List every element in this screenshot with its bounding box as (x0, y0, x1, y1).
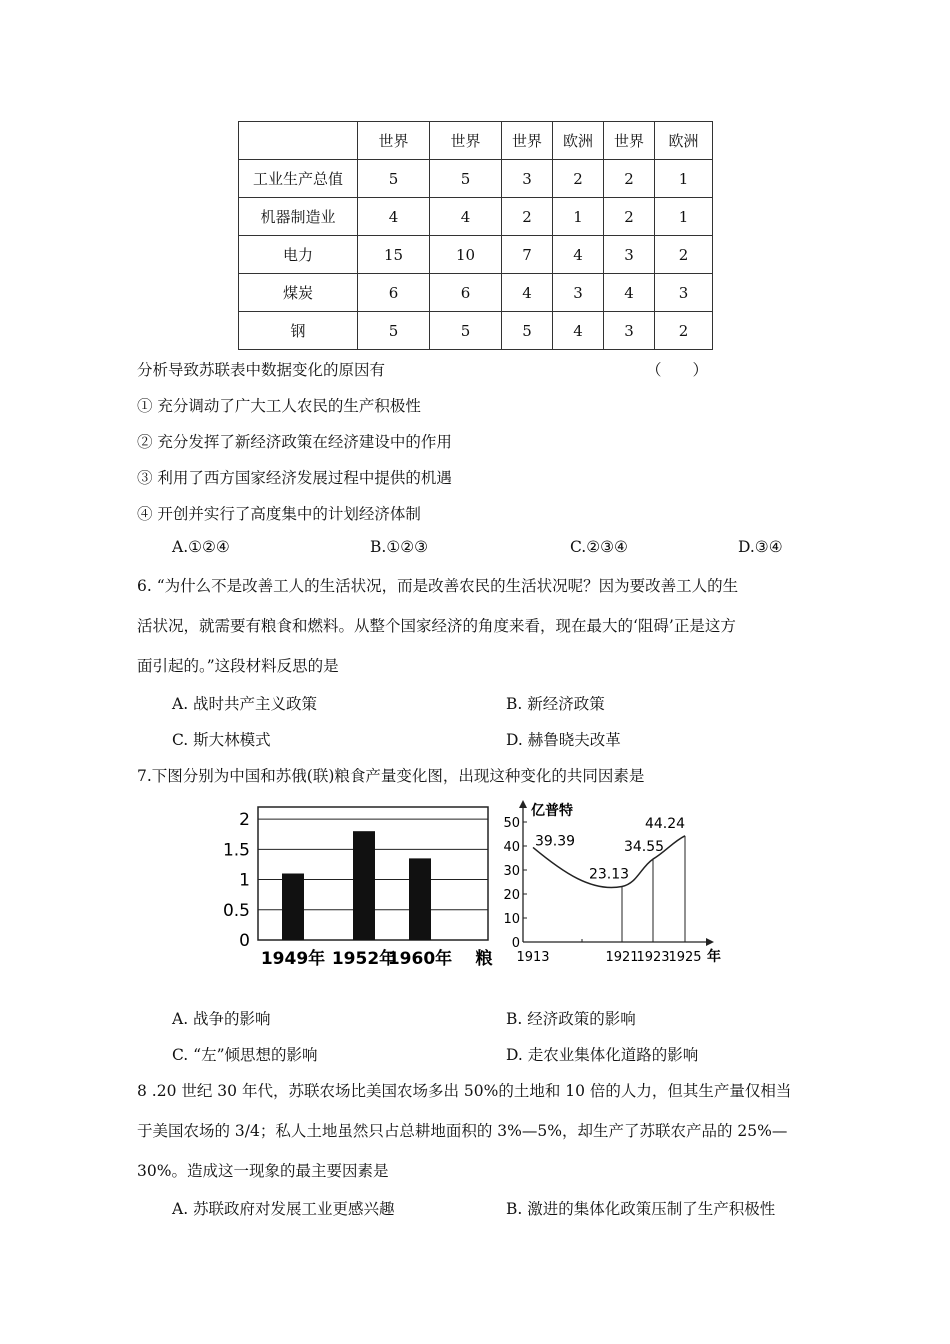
q5-stem: 分析导致苏联表中数据变化的原因有 (137, 361, 386, 379)
line-y-axis-label: 亿普特 (531, 803, 573, 819)
table-cell: 3 (604, 236, 655, 274)
line-data-label: 39.39 (534, 833, 576, 850)
table-row-label: 煤炭 (239, 274, 358, 312)
table-header-cell: 世界 (502, 122, 553, 160)
table-header-cell: 欧洲 (655, 122, 713, 160)
table-header-cell: 世界 (604, 122, 655, 160)
table-row-label: 机器制造业 (239, 198, 358, 236)
table-cell: 4 (430, 198, 502, 236)
line-x-tick-label: 1921 (605, 950, 639, 965)
table-cell: 2 (655, 312, 713, 350)
table-cell: 1 (655, 198, 713, 236)
table-cell: 5 (358, 160, 430, 198)
table-cell: 1 (553, 198, 604, 236)
q7-stem: 7.下图分别为中国和苏俄(联)粮食产量变化图，出现这种变化的共同因素是 (137, 767, 645, 785)
q5-item: ④ 开创并实行了高度集中的计划经济体制 (137, 505, 421, 523)
table-header-cell: 世界 (358, 122, 430, 160)
table-cell: 5 (430, 160, 502, 198)
line-x-tick-label: 1913 (516, 950, 550, 965)
table-header-row (239, 122, 713, 160)
table-cell: 3 (655, 274, 713, 312)
line-y-tick-label: 50 (503, 816, 520, 831)
table-row (239, 236, 713, 274)
q5-answer-bracket: （ ） (646, 361, 709, 379)
bar-y-tick-label: 0 (239, 931, 250, 951)
q5-item: ③ 利用了西方国家经济发展过程中提供的机遇 (137, 469, 452, 487)
bar-y-tick-label: 1.5 (222, 840, 250, 861)
line-y-tick-label: 0 (511, 936, 520, 951)
table-cell: 4 (553, 236, 604, 274)
q6-option-b[interactable]: B. 新经济政策 (506, 695, 605, 713)
q8-stem-line: 30%。造成这一现象的最主要因素是 (137, 1162, 389, 1180)
line-x-axis-label: 年 (707, 949, 721, 965)
table-header-cell (239, 122, 358, 160)
q5-item: ① 充分调动了广大工人农民的生产积极性 (137, 397, 421, 415)
table-cell: 5 (358, 312, 430, 350)
table-cell: 2 (553, 160, 604, 198)
bar-y-tick-label: 2 (239, 810, 250, 831)
table-row-label: 工业生产总值 (239, 160, 358, 198)
table-row-label: 电力 (239, 236, 358, 274)
table-row (239, 198, 713, 236)
line-x-tick-label: 1923 (636, 950, 670, 965)
line-data-label: 34.55 (623, 839, 665, 856)
table-cell: 2 (655, 236, 713, 274)
table-row (239, 312, 713, 350)
q7-option-b[interactable]: B. 经济政策的影响 (506, 1010, 636, 1028)
q5-option-c[interactable]: C.②③④ (570, 538, 628, 556)
y-axis-arrow-icon (519, 800, 527, 808)
bar-x-axis-label: 粮 (475, 949, 493, 969)
bar-mark (353, 831, 375, 940)
q8-option-b[interactable]: B. 激进的集体化政策压制了生产积极性 (506, 1200, 776, 1218)
china-grain-bar-chart (222, 800, 500, 970)
q5-option-d[interactable]: D.③④ (738, 538, 783, 556)
q8-stem-line: 于美国农场的 3/4；私人土地虽然只占总耕地面积的 3%—5%，却生产了苏联农产品的 25%— (137, 1122, 788, 1140)
q6-stem-line: 面引起的。”这段材料反思的是 (137, 657, 339, 675)
table-cell: 2 (604, 160, 655, 198)
q7-option-a[interactable]: A. 战争的影响 (172, 1010, 271, 1028)
table-cell: 1 (655, 160, 713, 198)
table-cell: 4 (604, 274, 655, 312)
line-y-tick-label: 40 (503, 840, 520, 855)
soviet-grain-line-chart (505, 798, 730, 970)
industry-rank-table (238, 121, 713, 350)
table-row-label: 钢 (239, 312, 358, 350)
table-cell: 10 (430, 236, 502, 274)
table-cell: 3 (502, 160, 553, 198)
q8-stem-line: 8 .20 世纪 30 年代，苏联农场比美国农场多出 50%的土地和 10 倍的人力，但其生产量仅相当 (137, 1082, 792, 1100)
q6-stem-line: 活状况，就需要有粮食和燃料。从整个国家经济的角度来看，现在最大的‘阻碍’正是这方 (137, 617, 736, 635)
table-cell: 2 (604, 198, 655, 236)
table-cell: 4 (553, 312, 604, 350)
q5-option-b[interactable]: B.①②③ (370, 538, 429, 556)
bar-mark (282, 874, 304, 941)
q5-item: ② 充分发挥了新经济政策在经济建设中的作用 (137, 433, 452, 451)
bar-y-tick-label: 0.5 (222, 900, 250, 921)
bar-x-tick-label: 1949年 (260, 949, 326, 969)
bar-y-tick-label: 1 (239, 870, 250, 891)
table-row (239, 274, 713, 312)
table-cell: 6 (430, 274, 502, 312)
bar-x-tick-label: 1960年 (387, 949, 453, 969)
table-cell: 3 (604, 312, 655, 350)
table-header-cell: 欧洲 (553, 122, 604, 160)
q7-option-d[interactable]: D. 走农业集体化道路的影响 (506, 1046, 699, 1064)
bar-mark (409, 858, 431, 940)
line-y-tick-label: 30 (503, 864, 520, 879)
q6-option-a[interactable]: A. 战时共产主义政策 (172, 695, 318, 713)
q6-stem-line: 6. “为什么不是改善工人的生活状况，而是改善农民的生活状况呢？因为要改善工人的生 (137, 577, 739, 595)
q7-option-c[interactable]: C. “左”倾思想的影响 (172, 1046, 318, 1064)
table-cell: 4 (502, 274, 553, 312)
line-data-label: 23.13 (588, 866, 630, 883)
table-cell: 4 (358, 198, 430, 236)
line-data-label: 44.24 (644, 815, 686, 832)
q8-option-a[interactable]: A. 苏联政府对发展工业更感兴趣 (172, 1200, 395, 1218)
bar-x-tick-label: 1952年 (331, 949, 397, 969)
table-header-cell: 世界 (430, 122, 502, 160)
table-cell: 6 (358, 274, 430, 312)
q5-option-a[interactable]: A.①②④ (172, 538, 230, 556)
table-cell: 5 (430, 312, 502, 350)
x-axis-arrow-icon (706, 938, 714, 946)
q6-option-d[interactable]: D. 赫鲁晓夫改革 (506, 731, 621, 749)
table-cell: 5 (502, 312, 553, 350)
line-x-tick-label: 1925 (668, 950, 702, 965)
table-cell: 15 (358, 236, 430, 274)
table-cell: 2 (502, 198, 553, 236)
q6-option-c[interactable]: C. 斯大林模式 (172, 731, 271, 749)
table-cell: 3 (553, 274, 604, 312)
table-row (239, 160, 713, 198)
line-y-tick-label: 20 (503, 888, 520, 903)
line-y-tick-label: 10 (503, 912, 520, 927)
table-cell: 7 (502, 236, 553, 274)
